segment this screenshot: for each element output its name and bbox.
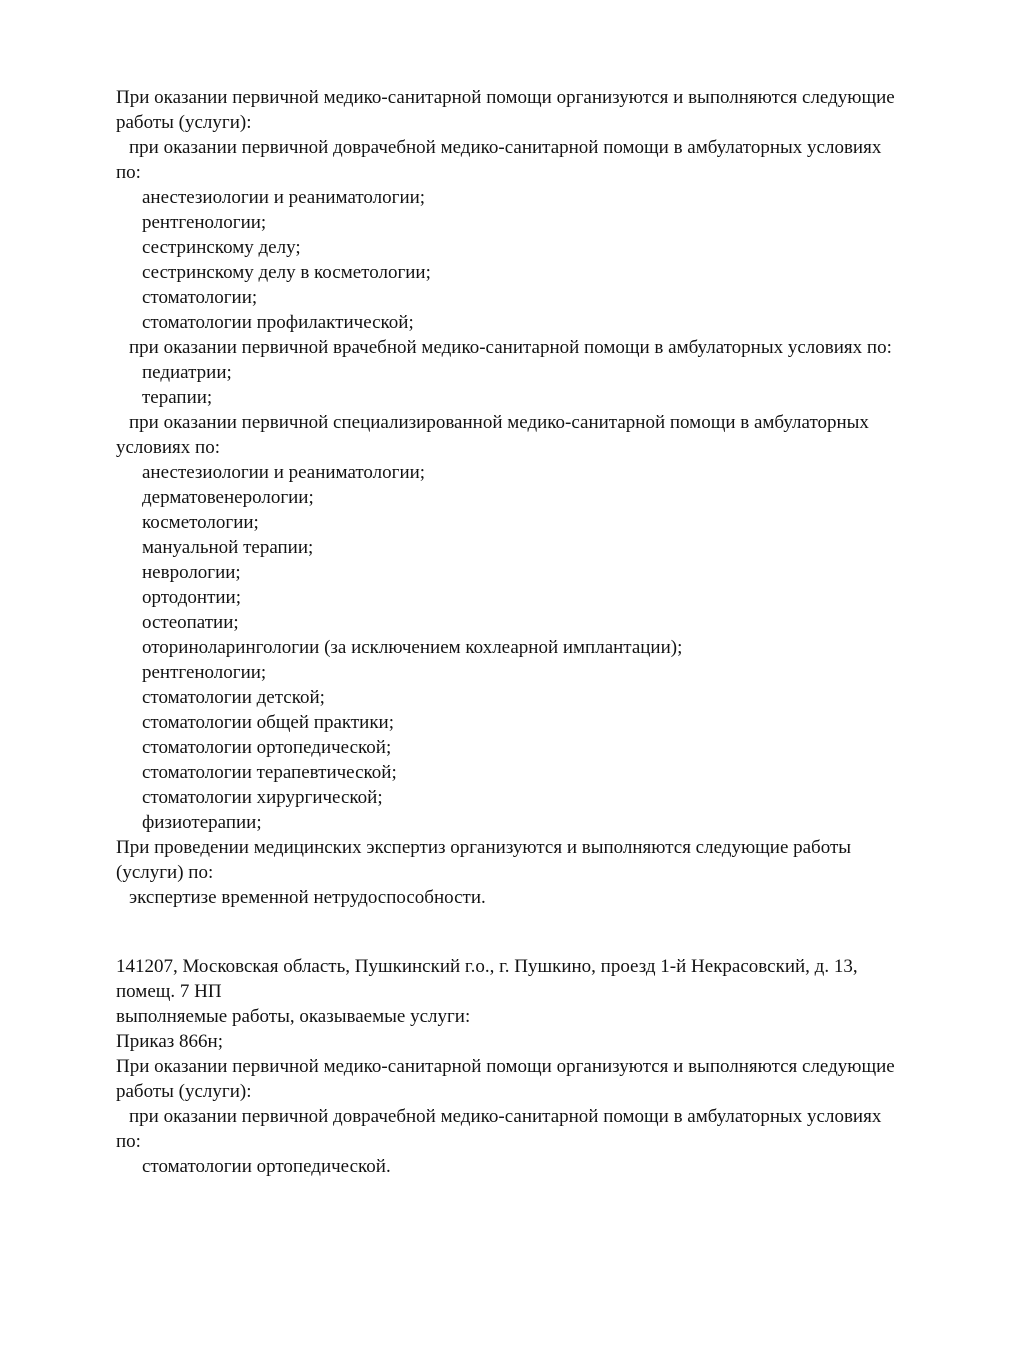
document-line: анестезиологии и реаниматологии; <box>142 187 426 208</box>
document-body <box>116 85 982 1179</box>
document-line: стоматологии общей практики; <box>142 712 395 733</box>
address-works-section <box>116 954 982 1179</box>
document-line: педиатрии; <box>142 362 232 383</box>
document-line: оториноларингологии (за исключением кохлеарной имплантации); <box>142 637 683 658</box>
document-line: дерматовенерологии; <box>142 487 314 508</box>
document-line: при оказании первичной доврачебной медико-санитарной помощи в амбулаторных условиях <box>129 1106 882 1127</box>
document-line: (услуги) по: <box>116 862 214 883</box>
document-line: физиотерапии; <box>142 812 262 833</box>
document-line: помещ. 7 НП <box>116 981 222 1002</box>
document-line: терапии; <box>142 387 213 408</box>
document-line: стоматологии ортопедической; <box>142 737 392 758</box>
document-line: по: <box>116 162 141 183</box>
document-line: При оказании первичной медико-санитарной помощи организуются и выполняются следующие <box>116 1056 895 1077</box>
document-line: условиях по: <box>116 437 220 458</box>
document-line: работы (услуги): <box>116 112 252 133</box>
document-line: остеопатии; <box>142 612 239 633</box>
document-line: стоматологии детской; <box>142 687 325 708</box>
document-line: ортодонтии; <box>142 587 242 608</box>
document-line: по: <box>116 1131 141 1152</box>
works-services-section <box>116 85 982 910</box>
document-line: экспертизе временной нетрудоспособности. <box>129 887 486 908</box>
document-line: сестринскому делу в косметологии; <box>142 262 431 283</box>
document-line: рентгенологии; <box>142 212 267 233</box>
document-line: стоматологии; <box>142 287 258 308</box>
document-line: стоматологии профилактической; <box>142 312 414 333</box>
document-line: Приказ 866н; <box>116 1031 223 1052</box>
document-line: при оказании первичной доврачебной медико-санитарной помощи в амбулаторных условиях <box>129 137 882 158</box>
document-line: при оказании первичной врачебной медико-санитарной помощи в амбулаторных условиях по: <box>129 337 892 358</box>
document-line: косметологии; <box>142 512 259 533</box>
document-line: стоматологии терапевтической; <box>142 762 397 783</box>
document-line: 141207, Московская область, Пушкинский г.о., г. Пушкино, проезд 1-й Некрасовский, д. 13, <box>116 956 858 977</box>
document-line: При проведении медицинских экспертиз организуются и выполняются следующие работы <box>116 837 852 858</box>
document-line: сестринскому делу; <box>142 237 301 258</box>
document-line: стоматологии ортопедической. <box>142 1156 391 1177</box>
document-line: рентгенологии; <box>142 662 267 683</box>
document-line: работы (услуги): <box>116 1081 252 1102</box>
document-line: анестезиологии и реаниматологии; <box>142 462 426 483</box>
document-line: неврологии; <box>142 562 241 583</box>
document-line: при оказании первичной специализированной медико-санитарной помощи в амбулаторных <box>129 412 869 433</box>
document-line: стоматологии хирургической; <box>142 787 383 808</box>
document-line: мануальной терапии; <box>142 537 314 558</box>
document-line: При оказании первичной медико-санитарной помощи организуются и выполняются следующие <box>116 87 895 108</box>
document-line: выполняемые работы, оказываемые услуги: <box>116 1006 471 1027</box>
